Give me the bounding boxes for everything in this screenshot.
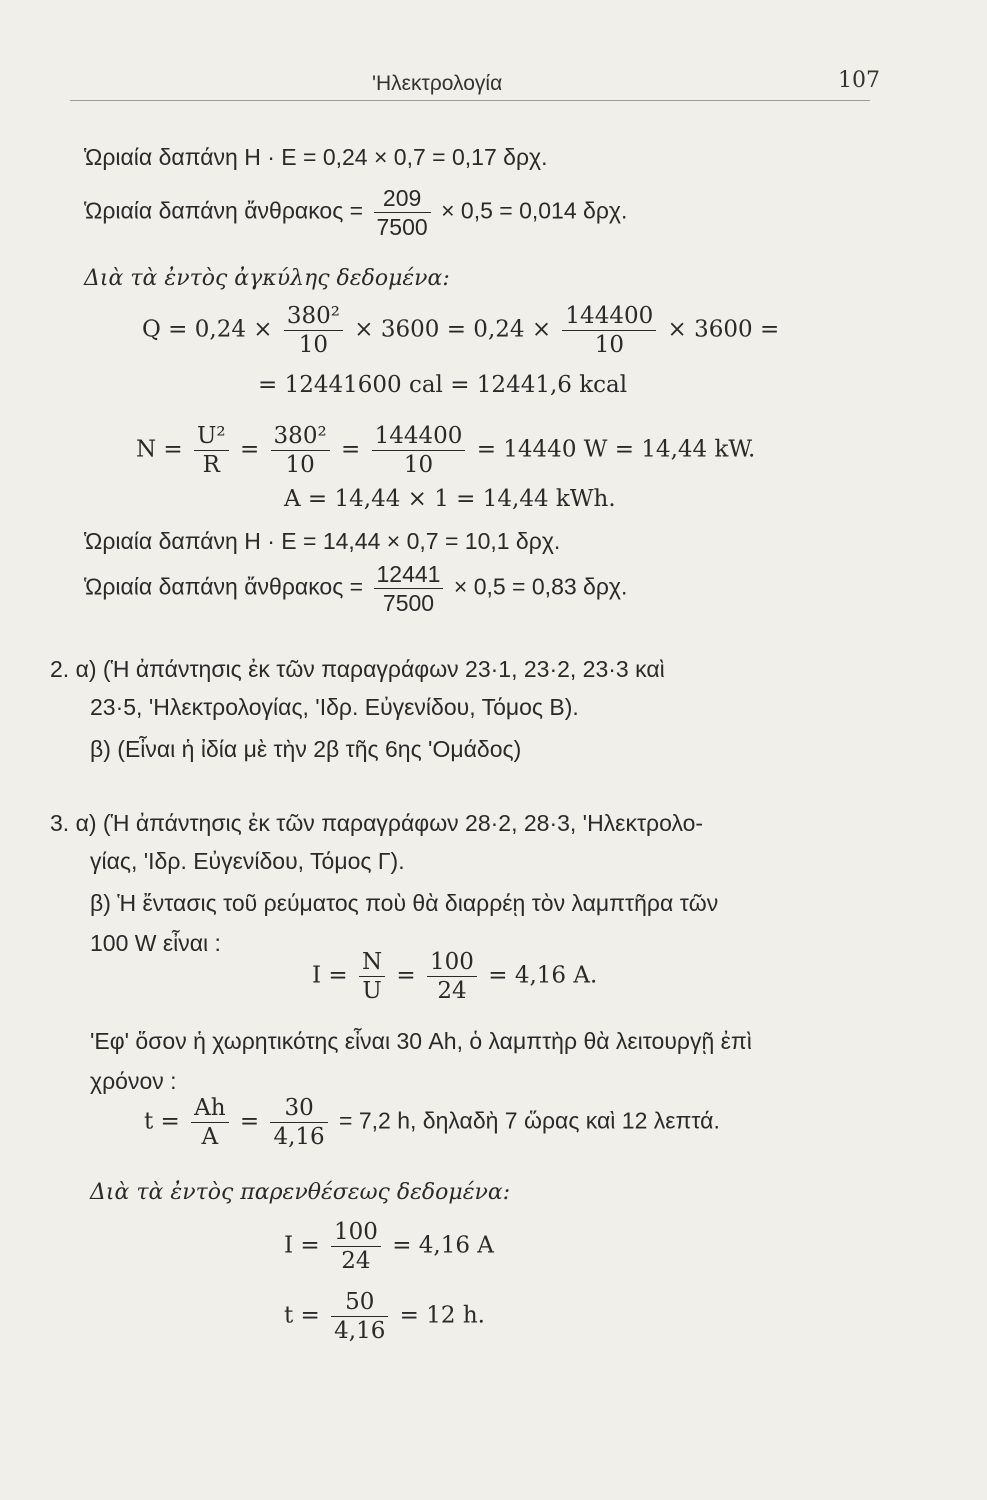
coal-cost-line-1 bbox=[84, 186, 627, 239]
fraction-denominator: 7500 bbox=[382, 590, 435, 617]
item-3a-line-2: γίας, 'Ιδρ. Εὐγενίδου, Τόμος Γ). bbox=[90, 848, 405, 874]
n-rhs: = 14440 W = 14,44 kW. bbox=[476, 436, 756, 463]
i-fraction-1 bbox=[359, 950, 385, 1003]
coal-fraction bbox=[374, 562, 444, 615]
fraction-numerator: 380² bbox=[284, 304, 343, 331]
t-fraction-2 bbox=[270, 1096, 327, 1149]
q-formula-result: = 12441600 cal = 12441,6 kcal bbox=[258, 372, 628, 398]
fraction-denominator: 24 bbox=[341, 1248, 371, 1275]
t-fraction-1 bbox=[191, 1096, 228, 1149]
page-header bbox=[0, 62, 987, 102]
item-3a-line-1: 3. α) (Ἡ ἀπάντησις ἐκ τῶν παραγράφων 28·2, 28·3, 'Ηλεκτρολο- bbox=[50, 810, 704, 836]
section-heading-internal: Διὰ τὰ ἐντὸς ἀγκύλης δεδομένα: bbox=[84, 266, 450, 291]
fraction-denominator: 10 bbox=[403, 452, 434, 479]
time-formula: t = $\frac{Ah}{A}$ = $\frac{30}{4,16}$ = 7,2 h, δηλαδὴ 7 ὥρας καὶ 12 λεπτά. bbox=[144, 1095, 720, 1151]
fraction-denominator: 4,16 bbox=[273, 1124, 325, 1151]
q-mid: × 3600 = 0,24 × bbox=[354, 316, 552, 343]
fraction-numerator: 50 bbox=[331, 1290, 388, 1317]
coal-cost-result: × 0,5 = 0,014 δρχ. bbox=[441, 197, 628, 224]
coal-cost-label: Ὡριαία δαπάνη ἄνθρακος = bbox=[84, 573, 364, 600]
q-fraction-1 bbox=[284, 304, 343, 357]
n-lhs: N = bbox=[136, 436, 183, 463]
fraction-denominator: 7500 bbox=[376, 214, 428, 241]
fraction-numerator: 30 bbox=[270, 1096, 327, 1123]
hourly-cost-line-2: Ὡριαία δαπάνη Η · Ε = 14,44 × 0,7 = 10,1 δρχ. bbox=[84, 528, 561, 554]
final-i-lhs: I = bbox=[284, 1232, 320, 1259]
final-t-lhs: t = bbox=[284, 1302, 320, 1329]
fraction-denominator: 10 bbox=[298, 332, 329, 359]
page-number: 107 bbox=[838, 68, 880, 93]
n-fraction-3 bbox=[372, 424, 466, 477]
q-rhs: × 3600 = bbox=[667, 316, 780, 343]
n-formula: N = $\frac{\text{U²}}{R}$ = $\frac{\text{380²}}{10}$ = $\frac{144400}{10}$ = 14440 W = 14,44 kW. bbox=[136, 423, 756, 479]
running-head: 'Ηλεκτρολογία bbox=[372, 72, 503, 95]
fraction-denominator: A bbox=[201, 1124, 219, 1151]
current-formula: I = $\frac{N}{U}$ = $\frac{100}{24}$ = 4,16 A. bbox=[312, 949, 598, 1005]
fraction-numerator: 100 bbox=[331, 1220, 381, 1247]
i-fraction-2 bbox=[427, 950, 477, 1003]
final-i-rhs: = 4,16 A bbox=[392, 1232, 494, 1259]
fraction-denominator: 4,16 bbox=[334, 1318, 386, 1345]
coal-fraction bbox=[374, 186, 431, 239]
capacity-para-line-2: χρόνον : bbox=[90, 1068, 177, 1094]
fraction-numerator: N bbox=[359, 950, 385, 977]
item-3b-line-1: β) Ἡ ἔντασις τοῦ ρεύματος ποὺ θὰ διαρρέῃ τὸν λαμπτῆρα τῶν bbox=[90, 890, 719, 916]
coal-cost-line-2 bbox=[84, 562, 627, 615]
coal-cost-result: × 0,5 = 0,83 δρχ. bbox=[453, 573, 628, 600]
fraction-numerator: 12441 bbox=[374, 562, 444, 589]
i-rhs: = 4,16 A. bbox=[488, 962, 598, 989]
n-fraction-1 bbox=[194, 424, 229, 477]
fraction-numerator: U² bbox=[194, 424, 229, 451]
n-fraction-2 bbox=[271, 424, 330, 477]
fraction-numerator: 144400 bbox=[372, 424, 466, 451]
item-2a-line-2: 23·5, 'Ηλεκτρολογίας, 'Ιδρ. Εὐγενίδου, Τόμος Β). bbox=[90, 694, 579, 720]
fraction-denominator: U bbox=[362, 978, 382, 1005]
fraction-numerator: 380² bbox=[271, 424, 330, 451]
final-t-rhs: = 12 h. bbox=[399, 1302, 485, 1329]
item-2a-line-1: 2. α) (Ἡ ἀπάντησις ἐκ τῶν παραγράφων 23·1, 23·2, 23·3 καὶ bbox=[50, 656, 665, 682]
q-formula bbox=[142, 304, 779, 357]
fraction-numerator: Ah bbox=[191, 1096, 228, 1123]
final-current-formula bbox=[284, 1220, 494, 1273]
item-2b-line: β) (Εἶναι ἡ ἰδία μὲ τὴν 2β τῆς 6ης 'Ομάδος) bbox=[90, 736, 522, 762]
t-rhs: = 7,2 h, δηλαδὴ 7 ὥρας καὶ 12 λεπτά. bbox=[339, 1107, 720, 1134]
i-lhs: I = bbox=[312, 962, 348, 989]
capacity-para-line-1: 'Εφ' ὅσον ἡ χωρητικότης εἶναι 30 Ah, ὁ λαμπτὴρ θὰ λειτουργῇ ἐπὶ bbox=[90, 1028, 752, 1054]
fraction-numerator: 100 bbox=[427, 950, 477, 977]
fraction-numerator: 209 bbox=[374, 186, 431, 213]
final-t-fraction bbox=[331, 1290, 388, 1343]
q-fraction-2 bbox=[562, 304, 656, 357]
fraction-denominator: R bbox=[202, 452, 220, 479]
final-i-fraction bbox=[331, 1220, 381, 1273]
t-lhs: t = bbox=[144, 1108, 180, 1135]
item-3b-line-2: 100 W εἶναι : bbox=[90, 930, 221, 956]
fraction-denominator: 10 bbox=[285, 452, 315, 479]
q-lhs: Q = 0,24 × bbox=[142, 316, 273, 343]
final-time-formula bbox=[284, 1290, 485, 1343]
header-rule bbox=[70, 100, 870, 101]
fraction-numerator: 144400 bbox=[562, 304, 656, 331]
fraction-denominator: 24 bbox=[437, 978, 467, 1005]
section-heading-parenthesis: Διὰ τὰ ἐντὸς παρενθέσεως δεδομένα: bbox=[90, 1180, 511, 1205]
coal-cost-label: Ὡριαία δαπάνη ἄνθρακος = bbox=[84, 197, 364, 224]
hourly-cost-line-1: Ὡριαία δαπάνη Η · Ε = 0,24 × 0,7 = 0,17 δρχ. bbox=[84, 144, 548, 170]
fraction-denominator: 10 bbox=[594, 332, 624, 359]
a-formula: A = 14,44 × 1 = 14,44 kWh. bbox=[284, 486, 616, 512]
